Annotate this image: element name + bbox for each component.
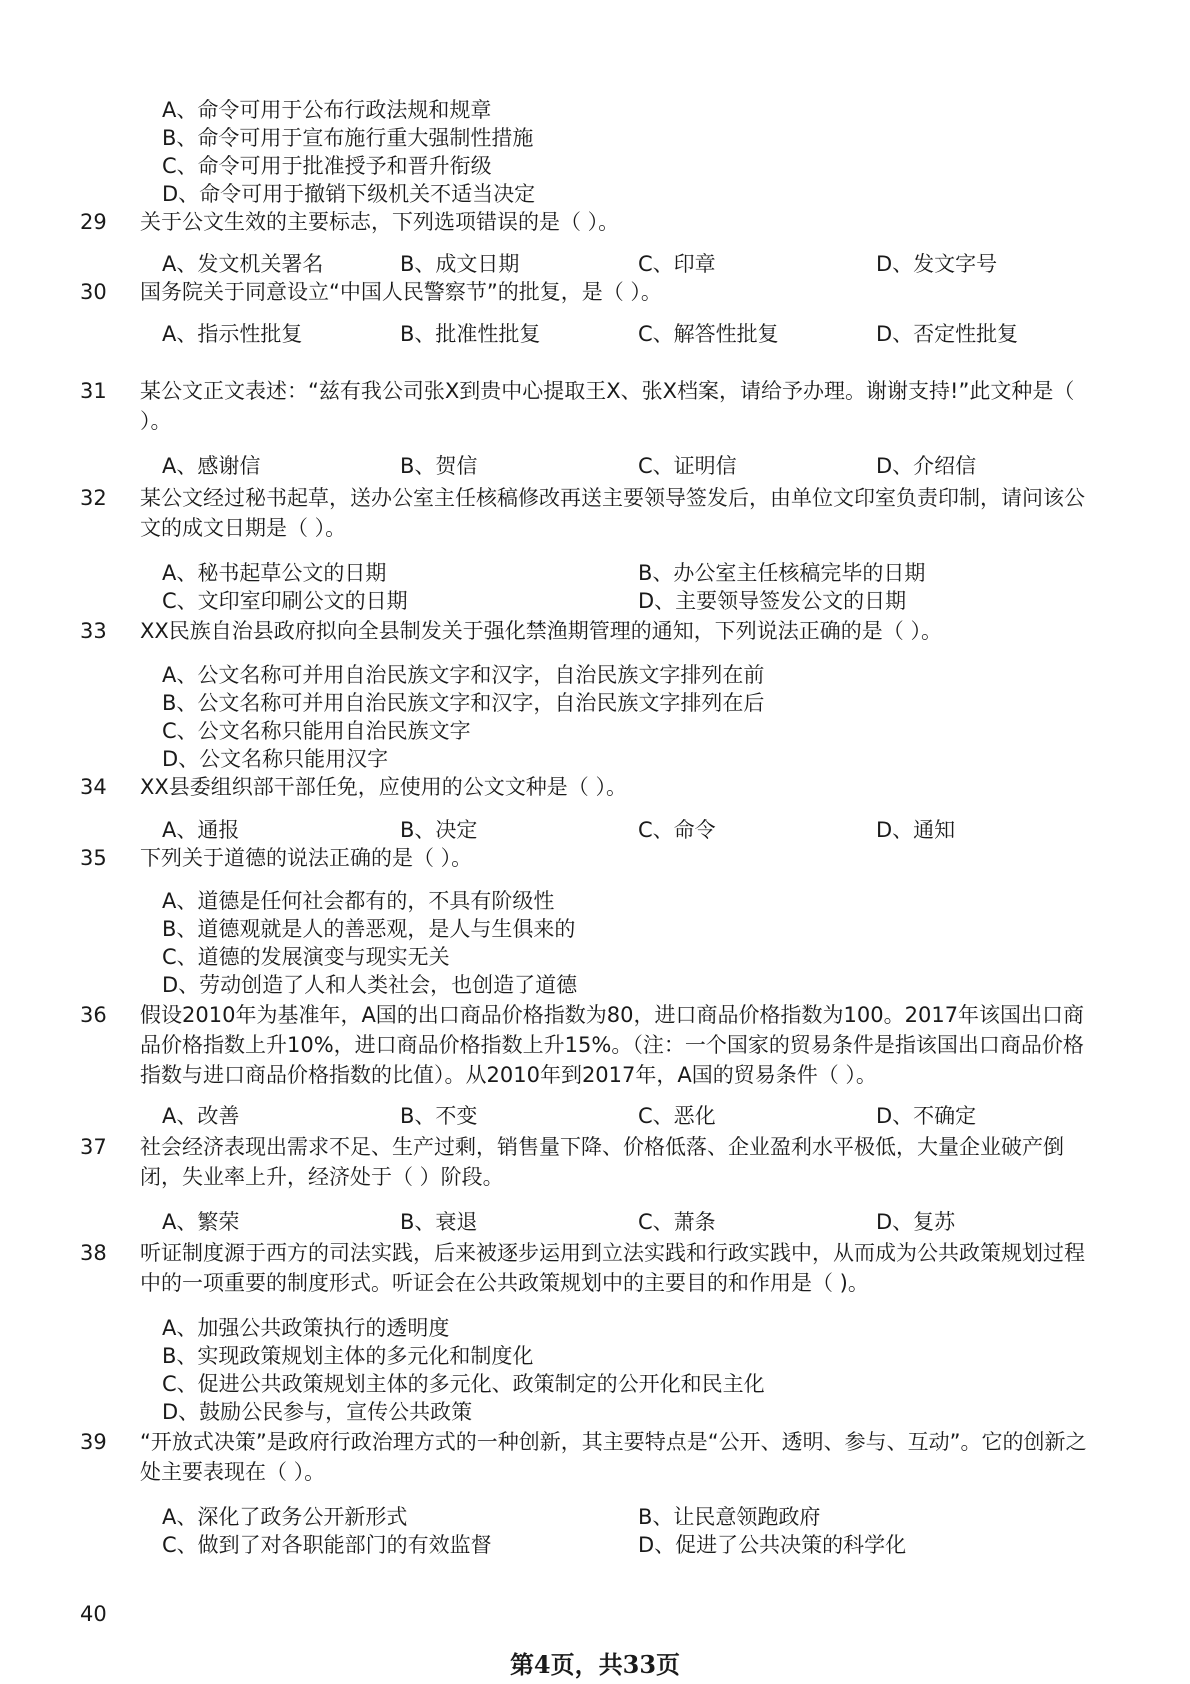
option: A、命令可用于公布行政法规和规章: [162, 98, 492, 122]
question-text: XX民族自治县政府拟向全县制发关于强化禁渔期管理的通知，下列说法正确的是（ ）。: [140, 619, 942, 643]
question-number: 29: [80, 210, 107, 234]
question-number: 33: [80, 619, 107, 643]
option: D、鼓励公民参与，宣传公共政策: [162, 1400, 473, 1424]
question-number: 36: [80, 1003, 107, 1027]
question-number: 39: [80, 1430, 107, 1454]
option: D、否定性批复: [876, 322, 1019, 346]
question-number: 30: [80, 280, 107, 304]
option: B、贺信: [400, 454, 478, 478]
option: D、促进了公共决策的科学化: [638, 1533, 907, 1557]
option: C、萧条: [638, 1210, 716, 1234]
option: D、不确定: [876, 1104, 977, 1128]
option: D、发文字号: [876, 252, 998, 276]
question-text: 国务院关于同意设立“中国人民警察节”的批复，是（ ）。: [140, 280, 662, 304]
question-text: 某公文正文表述：“兹有我公司张X到贵中心提取王X、张X档案，请给予办理。谢谢支持!”此文种是（ ）。: [140, 379, 1075, 433]
option: A、秘书起草公文的日期: [162, 561, 387, 585]
option: B、衰退: [400, 1210, 478, 1234]
option: D、通知: [876, 818, 956, 842]
option: C、做到了对各职能部门的有效监督: [162, 1533, 492, 1557]
option: D、复苏: [876, 1210, 956, 1234]
question-number: 40: [80, 1602, 107, 1626]
option: A、深化了政务公开新形式: [162, 1505, 408, 1529]
option: A、指示性批复: [162, 322, 303, 346]
option: A、通报: [162, 818, 240, 842]
option: C、文印室印刷公文的日期: [162, 589, 408, 613]
option: A、公文名称可并用自治民族文字和汉字，自治民族文字排列在前: [162, 663, 765, 687]
option: D、命令可用于撤销下级机关不适当决定: [162, 182, 536, 206]
question-number: 38: [80, 1241, 107, 1265]
option: A、感谢信: [162, 454, 261, 478]
question-text: 假设2010年为基准年，A国的出口商品价格指数为80，进口商品价格指数为100。2017年该国出口商品价格指数上升10%，进口商品价格指数上升15%。（注：一个国家的贸易条件是指该国出口商品价格指数与进口商品价格指数的比值）。从2010年到2017年，A国的贸易条件（ ）。: [140, 1003, 1085, 1087]
option: C、证明信: [638, 454, 737, 478]
option: C、恶化: [638, 1104, 716, 1128]
option: D、介绍信: [876, 454, 977, 478]
option: C、解答性批复: [638, 322, 779, 346]
question-text: “开放式决策”是政府行政治理方式的一种创新，其主要特点是“公开、透明、参与、互动”。它的创新之处主要表现在（ ）。: [140, 1430, 1087, 1484]
option: B、办公室主任核稿完毕的日期: [638, 561, 926, 585]
option: D、劳动创造了人和人类社会，也创造了道德: [162, 973, 578, 997]
option: A、加强公共政策执行的透明度: [162, 1316, 450, 1340]
option: A、繁荣: [162, 1210, 240, 1234]
option: B、实现政策规划主体的多元化和制度化: [162, 1344, 534, 1368]
option: A、改善: [162, 1104, 240, 1128]
option: C、道德的发展演变与现实无关: [162, 945, 450, 969]
option: D、主要领导签发公文的日期: [638, 589, 907, 613]
question-text: 听证制度源于西方的司法实践，后来被逐步运用到立法实践和行政实践中，从而成为公共政策规划过程中的一项重要的制度形式。听证会在公共政策规划中的主要目的和作用是（ )。: [140, 1241, 1085, 1295]
question-number: 35: [80, 846, 107, 870]
option: B、公文名称可并用自治民族文字和汉字，自治民族文字排列在后: [162, 691, 765, 715]
option: B、让民意领跑政府: [638, 1505, 821, 1529]
option: C、公文名称只能用自治民族文字: [162, 719, 471, 743]
option: B、批准性批复: [400, 322, 541, 346]
option: C、命令可用于批准授予和晋升衔级: [162, 154, 492, 178]
question-text: 下列关于道德的说法正确的是（ ）。: [140, 846, 473, 870]
option: C、命令: [638, 818, 716, 842]
question-text: 社会经济表现出需求不足、生产过剩，销售量下降、价格低落、企业盈利水平极低，大量企业破产倒闭，失业率上升，经济处于（ ）阶段。: [140, 1135, 1064, 1189]
option: B、成文日期: [400, 252, 520, 276]
option: D、公文名称只能用汉字: [162, 747, 389, 771]
option: B、决定: [400, 818, 478, 842]
question-number: 37: [80, 1135, 107, 1159]
question-number: 34: [80, 775, 107, 799]
question-text: 关于公文生效的主要标志，下列选项错误的是（ ）。: [140, 210, 620, 234]
option: A、发文机关署名: [162, 252, 324, 276]
option: C、印章: [638, 252, 716, 276]
option: C、促进公共政策规划主体的多元化、政策制定的公开化和民主化: [162, 1372, 765, 1396]
option: B、道德观就是人的善恶观，是人与生俱来的: [162, 917, 576, 941]
question-text: XX县委组织部干部任免，应使用的公文文种是（ ）。: [140, 775, 627, 799]
question-number: 32: [80, 486, 107, 510]
question-text: 某公文经过秘书起草，送办公室主任核稿修改再送主要领导签发后，由单位文印室负责印制，请问该公文的成文日期是（ ）。: [140, 486, 1085, 540]
option: B、命令可用于宣布施行重大强制性措施: [162, 126, 534, 150]
option: B、不变: [400, 1104, 478, 1128]
page-footer: 第4页，共33页: [509, 1650, 681, 1679]
option: A、道德是任何社会都有的，不具有阶级性: [162, 889, 555, 913]
question-number: 31: [80, 379, 107, 403]
